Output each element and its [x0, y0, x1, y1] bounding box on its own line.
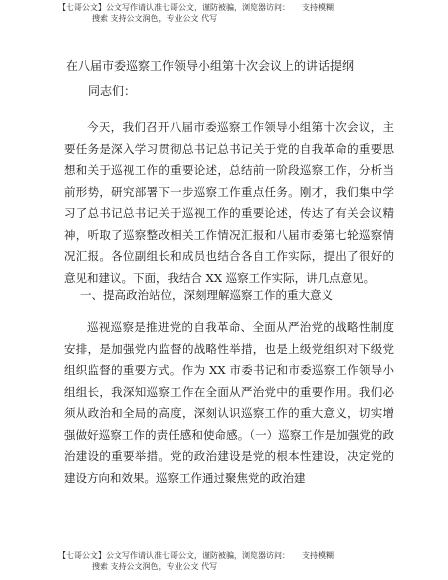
body-paragraph-2: 巡视巡察是推进党的自我革命、全面从严治党的战略性制度安排，是加强党内监督的战略性举措，也是上级党组织对下级党组织监督的重要方式。作为 XX 市委书记和市委巡察工作领导小组组长，我深知巡察工作在全面从严治党中的重要作用。我们必须从政治和全局的高度，深刻认识巡察工作的重大意义，切实增强做好巡察工作的责任感和使命感。（一）巡察工作是加强党的政治建设的重要举措。党的政治建设是党的根本性建设，决定党的建设方向和效果。巡察工作通过聚焦党的政治建: [64, 320, 394, 485]
salutation: 同志们：: [88, 84, 137, 98]
footer-notice-line1: 【七哥公文】公文写作请认准七哥公文，谨防被骗，浏览器访问： 支持模糊: [58, 551, 334, 560]
footer-notice-line2: 搜索 支持公文润色，专业公文 代写: [92, 562, 218, 571]
section-heading-1: 一、提高政治站位，深刻理解巡察工作的重大意义: [80, 288, 333, 302]
body-paragraph-1: 今天，我们召开八届市委巡察工作领导小组第十次会议，主要任务是深入学习贯彻总书记总书记关于党的自我革命的重要思想和关于巡视工作的重要论述，总结前一阶段巡察工作，分析当前形势，研究部署下一步巡察工作重点任务。刚才，我们集中学习了总书记总书记关于巡视工作的重要论述，传达了有关会议精神，听取了巡察整改相关工作情况汇报和八届市委第七轮巡察情况汇报。各位副组长和成员也结合各自工作实际，提出了很好的意见和建议。下面，我结合 XX 巡察工作实际，讲几点意见。: [64, 120, 394, 285]
header-notice-line1: 【七哥公文】公文写作请认准七哥公文，谨防被骗，浏览器访问： 支持模糊: [58, 3, 334, 12]
document-title: 在八届市委巡察工作领导小组第十次会议上的讲话提纲: [66, 59, 355, 73]
page-header: [58, 2, 398, 24]
page-footer: [58, 550, 398, 572]
header-notice-line2: 搜索 支持公文润色，专业公文 代写: [92, 14, 218, 23]
